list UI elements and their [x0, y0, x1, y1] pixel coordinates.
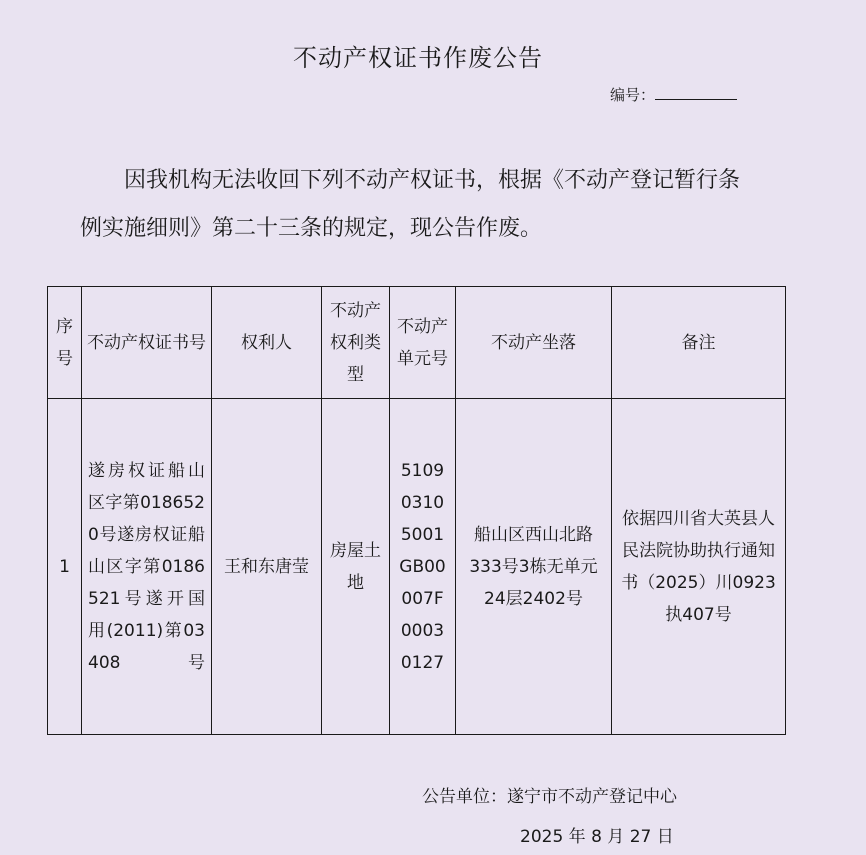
- table-header-row: [48, 287, 786, 399]
- header-right-type: 不动产权利类型: [322, 287, 390, 399]
- header-holder: 权利人: [212, 287, 322, 399]
- notice-paragraph-line2: 例实施细则》第二十三条的规定，现公告作废。: [80, 216, 543, 241]
- header-remark: 备注: [612, 287, 786, 399]
- issuing-unit: 公告单位：遂宁市不动产登记中心: [422, 787, 677, 807]
- cell-unit-no: 510903105001GB00007F00030127: [390, 399, 456, 735]
- page-title: 不动产权证书作废公告: [293, 44, 543, 72]
- cell-holder: 王和东唐莹: [212, 399, 322, 735]
- serial-blank: [655, 85, 737, 100]
- cell-seq: 1: [48, 399, 82, 735]
- header-unit-no: 不动产单元号: [390, 287, 456, 399]
- table-row: [48, 399, 786, 735]
- issue-date: 2025 年 8 月 27 日: [520, 827, 674, 847]
- serial-number: [610, 84, 737, 105]
- header-cert-no: 不动产权证书号: [82, 287, 212, 399]
- cell-remark: 依据四川省大英县人民法院协助执行通知书（2025）川0923执407号: [612, 399, 786, 735]
- serial-label: 编号：: [610, 86, 656, 104]
- cell-location: 船山区西山北路333号3栋无单元24层2402号: [456, 399, 612, 735]
- cell-cert-no: 遂房权证船山区字第0186520号遂房权证船山区字第0186521号遂开国用(2011)第03408号: [82, 399, 212, 735]
- void-certificate-table: [47, 286, 786, 735]
- paragraph-line1-text: 因我机构无法收回下列不动产权证书，根据《不动产登记暂行条: [124, 168, 741, 193]
- header-location: 不动产坐落: [456, 287, 612, 399]
- notice-paragraph-line1: [80, 157, 770, 205]
- header-seq: 序号: [48, 287, 82, 399]
- cell-right-type: 房屋土地: [322, 399, 390, 735]
